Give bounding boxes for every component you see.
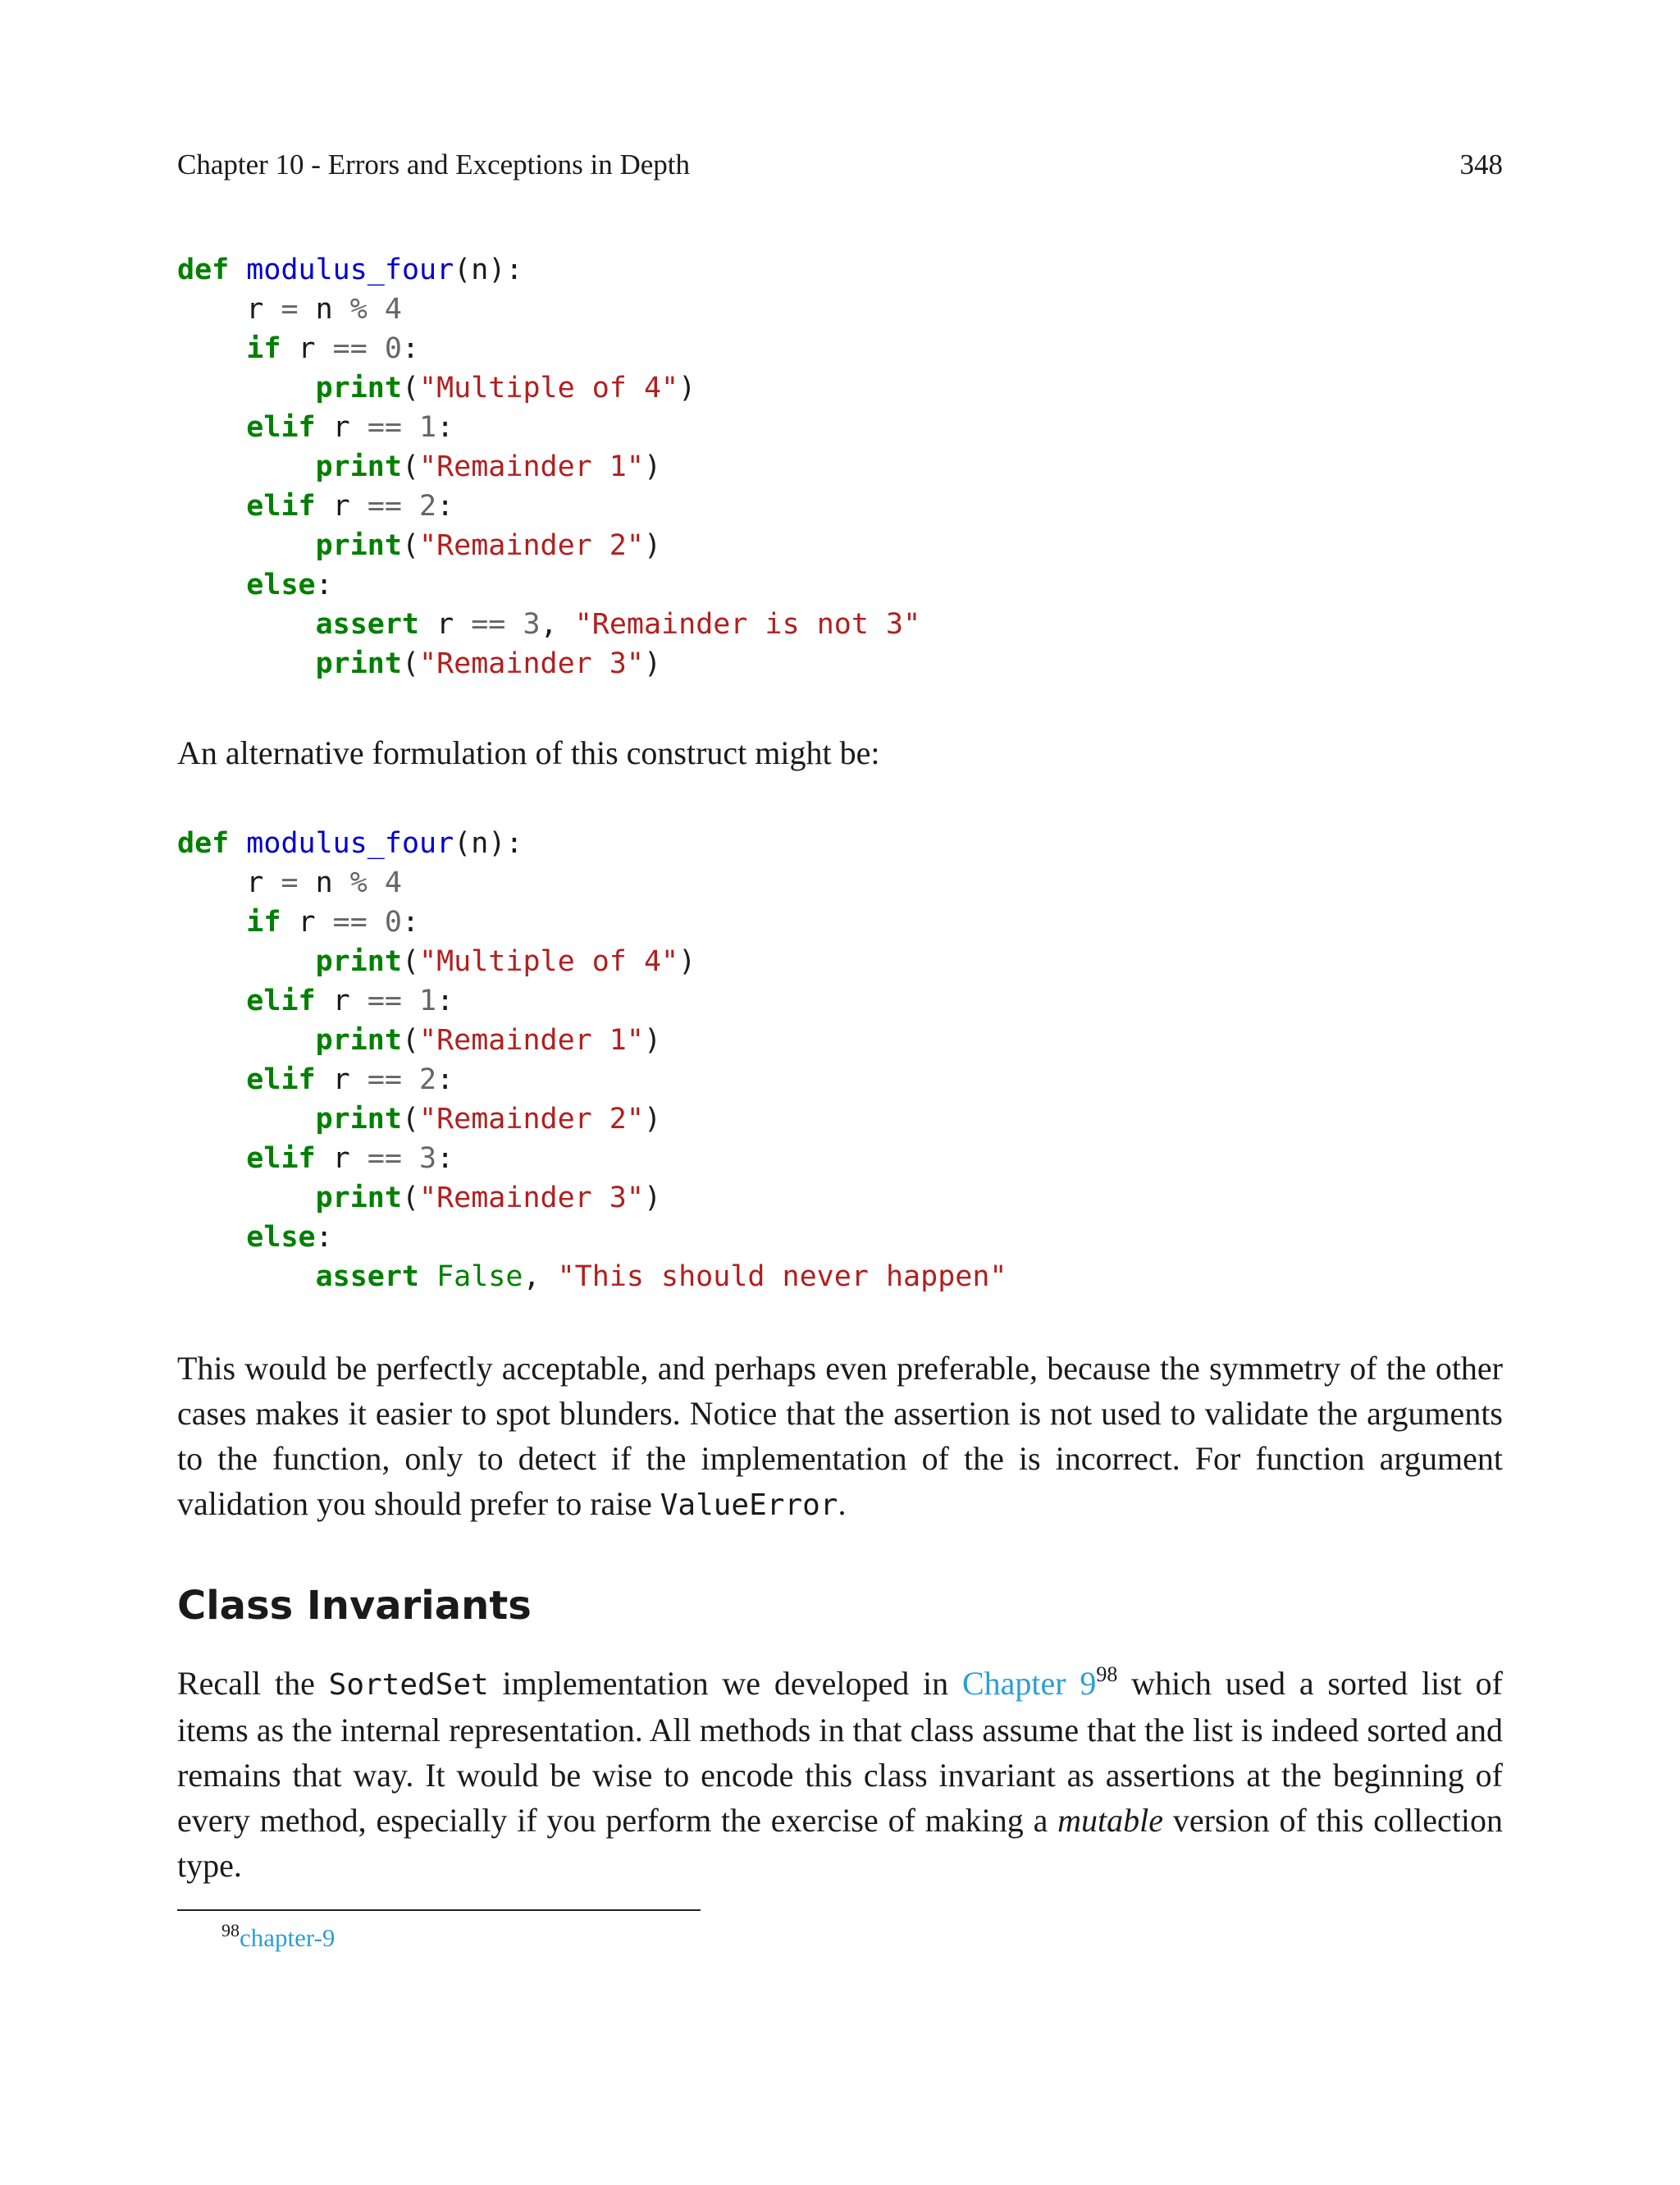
code-line bbox=[177, 372, 696, 405]
code-line bbox=[177, 254, 523, 286]
code-text: : bbox=[436, 1063, 454, 1096]
code-text: : bbox=[436, 1142, 454, 1175]
paragraph-2-end: . bbox=[838, 1485, 847, 1522]
code-number: 0 bbox=[384, 906, 402, 939]
code-string: "Remainder 2" bbox=[419, 529, 644, 562]
code-text bbox=[177, 647, 316, 680]
code-text bbox=[368, 866, 385, 899]
code-line bbox=[177, 866, 402, 899]
code-line bbox=[177, 490, 454, 523]
code-keyword: def bbox=[177, 254, 230, 286]
code-text: : bbox=[401, 332, 420, 365]
code-text: r bbox=[315, 1142, 368, 1175]
code-text: ) bbox=[643, 1103, 662, 1136]
code-number: 1 bbox=[419, 985, 437, 1017]
code-line bbox=[177, 985, 454, 1017]
code-text bbox=[177, 906, 246, 939]
code-string: "Remainder 1" bbox=[419, 1024, 644, 1057]
code-keyword: else bbox=[246, 569, 316, 601]
code-text: r bbox=[177, 866, 281, 899]
code-text: n bbox=[298, 293, 350, 326]
code-text bbox=[505, 608, 523, 641]
code-text: r bbox=[315, 490, 368, 523]
code-operator: == bbox=[367, 985, 402, 1017]
code-text bbox=[229, 254, 246, 286]
chapter-9-link[interactable]: Chapter 9 bbox=[961, 1665, 1097, 1702]
code-operator: = bbox=[281, 866, 299, 899]
paragraph-2 bbox=[177, 1346, 1503, 1528]
code-string: "Remainder 1" bbox=[419, 450, 644, 483]
code-line bbox=[177, 332, 419, 365]
code-text bbox=[177, 1024, 316, 1057]
code-text: , bbox=[540, 608, 575, 641]
code-number: 4 bbox=[384, 866, 402, 899]
code-text: ) bbox=[678, 372, 696, 405]
code-operator: == bbox=[471, 608, 506, 641]
code-text bbox=[177, 1142, 246, 1175]
code-keyword: else bbox=[246, 1221, 316, 1254]
code-text bbox=[177, 1260, 316, 1293]
paragraph-3 bbox=[177, 1661, 1503, 1888]
code-keyword: elif bbox=[246, 490, 316, 523]
code-text: ( bbox=[401, 372, 420, 405]
code-operator: == bbox=[367, 1142, 402, 1175]
code-text bbox=[419, 1260, 436, 1293]
inline-code-valueerror: ValueError bbox=[660, 1488, 838, 1522]
code-string: "Remainder 2" bbox=[419, 1103, 644, 1136]
emphasis-mutable: mutable bbox=[1057, 1802, 1164, 1839]
code-text: : bbox=[436, 985, 454, 1017]
code-number: 4 bbox=[384, 293, 402, 326]
code-number: 2 bbox=[419, 490, 437, 523]
code-line bbox=[177, 293, 402, 326]
code-text: ( bbox=[401, 529, 420, 562]
code-function-name: modulus_four bbox=[246, 254, 454, 286]
code-function-name: modulus_four bbox=[246, 827, 454, 860]
footnote-number: 98 bbox=[221, 1920, 240, 1940]
code-text: : bbox=[401, 906, 420, 939]
code-line bbox=[177, 1182, 661, 1214]
footnote-link[interactable]: chapter-9 bbox=[240, 1923, 336, 1952]
code-keyword: print bbox=[315, 1182, 402, 1214]
code-text: r bbox=[315, 985, 368, 1017]
code-operator: == bbox=[367, 490, 402, 523]
code-keyword: elif bbox=[246, 1142, 316, 1175]
code-text bbox=[177, 608, 316, 641]
code-text: n bbox=[298, 866, 350, 899]
code-text: r bbox=[281, 332, 333, 365]
footnote-ref[interactable]: 98 bbox=[1096, 1662, 1118, 1686]
code-line bbox=[177, 411, 454, 444]
code-line bbox=[177, 1063, 454, 1096]
code-text: ) bbox=[643, 647, 662, 680]
code-text bbox=[177, 569, 246, 601]
code-text: ( bbox=[401, 1103, 420, 1136]
code-line bbox=[177, 647, 661, 680]
code-line bbox=[177, 1260, 1007, 1293]
code-keyword: elif bbox=[246, 411, 316, 444]
code-operator: == bbox=[367, 411, 402, 444]
code-text: : bbox=[315, 569, 333, 601]
code-text: ( bbox=[401, 647, 420, 680]
code-text: r bbox=[315, 1063, 368, 1096]
page-number: 348 bbox=[1459, 149, 1503, 181]
code-number: 3 bbox=[419, 1142, 437, 1175]
paragraph-3-text-4: version of this collection type. bbox=[177, 1802, 1503, 1884]
code-constant: False bbox=[436, 1260, 523, 1293]
code-text bbox=[177, 945, 316, 978]
code-keyword: print bbox=[315, 529, 402, 562]
code-text: ) bbox=[643, 1024, 662, 1057]
code-text: r bbox=[177, 293, 281, 326]
code-number: 3 bbox=[523, 608, 541, 641]
code-line bbox=[177, 945, 696, 978]
code-block-1 bbox=[177, 250, 920, 683]
code-text: (n): bbox=[454, 254, 523, 286]
code-string: "This should never happen" bbox=[557, 1260, 1007, 1293]
code-text: ( bbox=[401, 945, 420, 978]
code-line bbox=[177, 1024, 661, 1057]
code-text: ( bbox=[401, 1182, 420, 1214]
footnote bbox=[221, 1922, 335, 1954]
paragraph-2-text: This would be perfectly acceptable, and perhaps even preferable, because the symmetry of the other cases makes it easier to spot blunders. Notice that the assertion is not used to validate the arguments to the function, only to detect if the implementation of the is incorrect. For function argument validation you should prefer to raise bbox=[177, 1350, 1503, 1522]
code-text: (n): bbox=[454, 827, 523, 860]
code-keyword: print bbox=[315, 647, 402, 680]
code-keyword: print bbox=[315, 372, 402, 405]
code-text: r bbox=[419, 608, 472, 641]
code-text bbox=[229, 827, 246, 860]
code-keyword: elif bbox=[246, 1063, 316, 1096]
code-text: , bbox=[523, 1260, 558, 1293]
code-text: ) bbox=[643, 1182, 662, 1214]
code-text bbox=[402, 1063, 419, 1096]
code-text bbox=[402, 985, 419, 1017]
code-text bbox=[177, 1063, 246, 1096]
paragraph-3-text-3: which used a sorted list of items as the internal representation. All methods in that class assume that the list is indeed sorted and remains that way. It would be wise to encode this class invariant as assertions at the beginning of every method, especially if you perform the exercise of making a bbox=[177, 1665, 1504, 1839]
code-keyword: print bbox=[315, 945, 402, 978]
code-keyword: assert bbox=[315, 608, 420, 641]
code-text bbox=[177, 1221, 246, 1254]
code-string: "Remainder 3" bbox=[419, 647, 644, 680]
code-text bbox=[177, 411, 246, 444]
code-operator: % bbox=[349, 293, 368, 326]
paragraph-1: An alternative formulation of this construct might be: bbox=[177, 734, 880, 771]
code-number: 0 bbox=[384, 332, 402, 365]
code-keyword: if bbox=[246, 332, 281, 365]
code-string: "Multiple of 4" bbox=[419, 372, 679, 405]
code-line bbox=[177, 569, 333, 601]
code-text: ( bbox=[401, 450, 420, 483]
code-line bbox=[177, 827, 523, 860]
code-text: : bbox=[315, 1221, 333, 1254]
code-text: ) bbox=[678, 945, 696, 978]
code-text bbox=[177, 332, 246, 365]
code-text bbox=[177, 529, 316, 562]
code-text: r bbox=[281, 906, 333, 939]
code-text bbox=[402, 490, 419, 523]
code-keyword: if bbox=[246, 906, 281, 939]
code-string: "Remainder is not 3" bbox=[574, 608, 921, 641]
code-keyword: print bbox=[315, 450, 402, 483]
code-operator: == bbox=[332, 906, 368, 939]
page-header bbox=[177, 144, 1503, 185]
paragraph-3-text-2: implementation we developed in bbox=[488, 1665, 962, 1702]
code-number: 1 bbox=[419, 411, 437, 444]
code-text: : bbox=[436, 490, 454, 523]
code-text: ( bbox=[401, 1024, 420, 1057]
code-text bbox=[177, 1103, 316, 1136]
code-line bbox=[177, 529, 661, 562]
code-number: 2 bbox=[419, 1063, 437, 1096]
code-operator: == bbox=[332, 332, 368, 365]
code-text bbox=[177, 450, 316, 483]
code-line bbox=[177, 1142, 454, 1175]
code-keyword: elif bbox=[246, 985, 316, 1017]
code-block-2 bbox=[177, 824, 1007, 1296]
code-keyword: print bbox=[315, 1024, 402, 1057]
code-text bbox=[402, 411, 419, 444]
code-line bbox=[177, 1103, 661, 1136]
code-text bbox=[177, 1182, 316, 1214]
inline-code-sortedset: SortedSet bbox=[328, 1668, 489, 1702]
code-string: "Multiple of 4" bbox=[419, 945, 679, 978]
code-text: : bbox=[436, 411, 454, 444]
footnote-divider bbox=[177, 1909, 701, 1911]
code-text: ) bbox=[643, 450, 662, 483]
code-keyword: assert bbox=[315, 1260, 420, 1293]
code-operator: == bbox=[367, 1063, 402, 1096]
section-heading: Class Invariants bbox=[177, 1583, 532, 1629]
code-text bbox=[177, 490, 246, 523]
code-text: ) bbox=[643, 529, 662, 562]
code-keyword: print bbox=[315, 1103, 402, 1136]
code-text bbox=[368, 293, 385, 326]
code-text bbox=[368, 332, 385, 365]
code-line bbox=[177, 450, 661, 483]
code-line bbox=[177, 608, 920, 641]
code-operator: % bbox=[349, 866, 368, 899]
code-operator: = bbox=[281, 293, 299, 326]
code-text bbox=[368, 906, 385, 939]
paragraph-3-text-1: Recall the bbox=[177, 1665, 329, 1702]
chapter-title: Chapter 10 - Errors and Exceptions in Depth bbox=[177, 149, 690, 181]
code-string: "Remainder 3" bbox=[419, 1182, 644, 1214]
code-text bbox=[177, 985, 246, 1017]
code-text: r bbox=[315, 411, 368, 444]
code-text bbox=[402, 1142, 419, 1175]
code-line bbox=[177, 906, 419, 939]
code-text bbox=[177, 372, 316, 405]
code-keyword: def bbox=[177, 827, 230, 860]
code-line bbox=[177, 1221, 333, 1254]
